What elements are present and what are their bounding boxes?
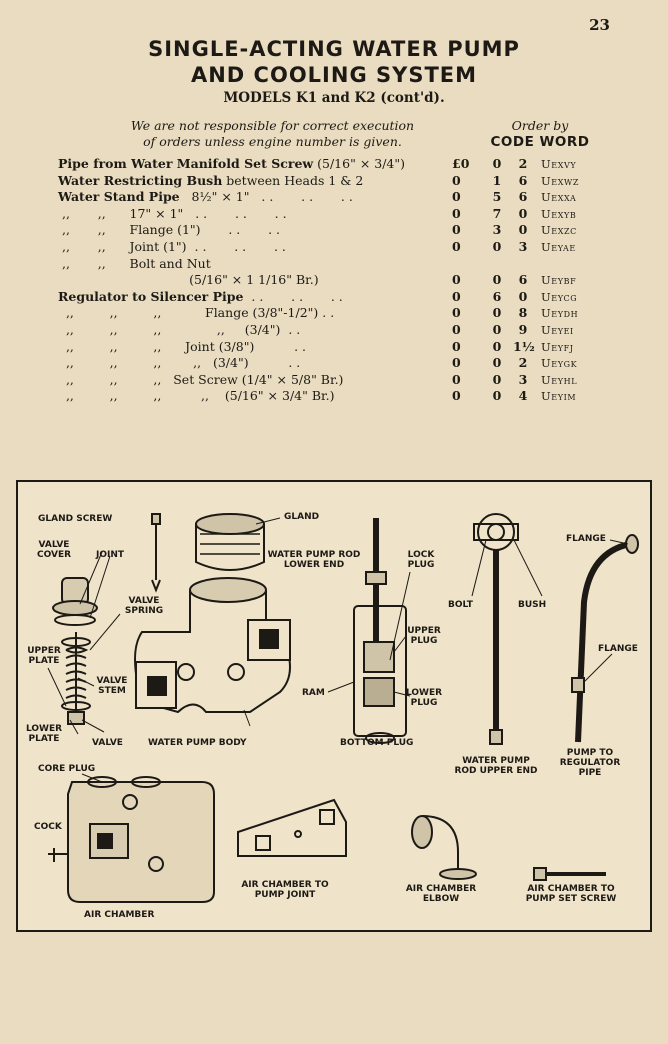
row-detail: ,, ,, ,, Set Screw (1/4" × 5/8" Br.) xyxy=(58,371,344,387)
row-part-name: Regulator to Silencer Pipe xyxy=(58,288,244,304)
row-detail: ,, ,, Joint (1") . . . . . . xyxy=(58,238,286,254)
row-pence: 2 xyxy=(518,355,528,371)
row-code-word: Ueyim xyxy=(541,389,577,404)
row-description xyxy=(58,222,280,239)
row-detail: ,, ,, ,, Flange (3/8"-1/2") . . xyxy=(58,305,335,321)
row-code-word: Uexzc xyxy=(541,223,577,238)
label-rod-lower-end: WATER PUMP ROD LOWER END xyxy=(267,550,361,570)
label-valve-stem: VALVE STEM xyxy=(96,676,128,696)
row-pounds: 0 xyxy=(452,288,461,304)
table-row xyxy=(58,156,638,173)
row-pounds: 0 xyxy=(452,272,461,288)
row-shillings: 0 xyxy=(492,238,502,254)
row-pounds: 0 xyxy=(452,321,461,337)
row-description xyxy=(58,256,211,273)
table-row xyxy=(58,173,638,190)
row-shillings: 0 xyxy=(492,355,502,371)
row-code-word: Ueycg xyxy=(541,289,578,304)
row-code-word: Ueydh xyxy=(541,306,579,321)
row-pounds: 0 xyxy=(452,189,461,205)
row-description xyxy=(58,272,319,289)
row-code-word: Ueygk xyxy=(541,356,578,371)
table-row xyxy=(58,206,638,223)
row-detail: (5/16" × 1 1/16" Br.) xyxy=(58,272,319,288)
row-description xyxy=(58,156,405,173)
table-row xyxy=(58,388,638,405)
page-title xyxy=(0,36,668,88)
label-air-chamber: AIR CHAMBER xyxy=(84,910,155,920)
table-row xyxy=(58,289,638,306)
row-pence: 6 xyxy=(518,172,528,188)
order-by-label: Order by xyxy=(511,118,569,133)
row-pence: 4 xyxy=(518,388,528,404)
table-row xyxy=(58,272,638,289)
row-description xyxy=(58,305,334,322)
row-pounds: 0 xyxy=(452,388,461,404)
label-joint: JOINT xyxy=(96,550,125,560)
title-line-1: SINGLE-ACTING WATER PUMP xyxy=(148,37,520,61)
table-row xyxy=(58,339,638,356)
row-code-word: Ueybf xyxy=(541,273,577,288)
label-lower-plate: LOWER PLATE xyxy=(25,724,63,744)
row-pence: 6 xyxy=(518,189,528,205)
row-pounds: 0 xyxy=(452,305,461,321)
row-shillings: 0 xyxy=(492,305,502,321)
row-detail: ,, ,, ,, ,, (3/4") . . xyxy=(58,321,301,337)
label-cock: COCK xyxy=(34,822,62,832)
row-pence: 8 xyxy=(518,305,528,321)
label-upper-plug: UPPER PLUG xyxy=(407,626,441,646)
row-shillings: 5 xyxy=(492,189,502,205)
label-valve: VALVE xyxy=(92,738,123,748)
table-row xyxy=(58,256,638,273)
label-upper-plate: UPPER PLATE xyxy=(27,646,61,666)
row-description xyxy=(58,189,353,206)
row-code-word: Uexxa xyxy=(541,190,577,205)
row-detail: ,, ,, ,, ,, (3/4") . . xyxy=(58,355,301,371)
row-detail: between Heads 1 & 2 xyxy=(222,172,364,188)
row-shillings: 0 xyxy=(492,388,502,404)
row-description xyxy=(58,372,343,389)
row-shillings: 3 xyxy=(492,222,502,238)
label-air-chamber-joint: AIR CHAMBER TO PUMP JOINT xyxy=(241,880,329,900)
row-code-word: Ueyhl xyxy=(541,372,578,387)
row-detail: (5/16" × 3/4") xyxy=(313,156,406,171)
code-word-header: CODE WORD xyxy=(490,134,590,150)
table-row xyxy=(58,189,638,206)
label-gland: GLAND xyxy=(284,512,320,522)
label-lock-plug: LOCK PLUG xyxy=(407,550,435,570)
row-shillings: 6 xyxy=(492,288,502,304)
row-detail: ,, ,, 17" × 1" . . . . . . xyxy=(58,205,287,221)
row-pounds: 0 xyxy=(452,371,461,387)
label-regulator-pipe: PUMP TO REGULATOR PIPE xyxy=(559,748,621,778)
row-description xyxy=(58,322,300,339)
row-pence: 0 xyxy=(518,205,528,221)
responsibility-note xyxy=(100,118,445,150)
title-line-2: AND COOLING SYSTEM xyxy=(190,63,478,87)
row-pence: 2 xyxy=(518,156,528,171)
row-shillings: 1 xyxy=(492,172,502,188)
row-part-name: Pipe from Water Manifold Set Screw xyxy=(58,156,314,171)
row-pence: 1½ xyxy=(513,338,535,354)
label-valve-spring: VALVE SPRING xyxy=(124,596,164,616)
parts-diagram xyxy=(16,480,652,932)
row-description xyxy=(58,173,363,190)
parts-price-list xyxy=(58,156,638,405)
row-code-word: Uexvy xyxy=(541,157,577,171)
row-pence: 0 xyxy=(518,222,528,238)
row-detail: ,, ,, Bolt and Nut xyxy=(58,255,211,271)
row-description xyxy=(58,239,286,256)
label-lower-plug: LOWER PLUG xyxy=(405,688,443,708)
regulator-pipe-drawing xyxy=(572,535,638,742)
row-description xyxy=(58,206,287,223)
gland-screw-drawing xyxy=(152,514,160,590)
row-pounds: 0 xyxy=(452,238,461,254)
row-pounds: £0 xyxy=(452,156,470,171)
row-pounds: 0 xyxy=(452,338,461,354)
order-header xyxy=(470,118,610,150)
label-flange-mid: FLANGE xyxy=(598,644,638,654)
row-code-word: Uexwz xyxy=(541,173,580,188)
row-part-name: Water Stand Pipe xyxy=(58,189,180,205)
page-number: 23 xyxy=(589,16,610,34)
table-row xyxy=(58,239,638,256)
row-description xyxy=(58,355,300,372)
row-code-word: Ueyfj xyxy=(541,339,574,354)
label-bush: BUSH xyxy=(518,600,547,610)
label-gland-screw: GLAND SCREW xyxy=(38,514,113,524)
table-row xyxy=(58,322,638,339)
note-line-1: We are not responsible for correct execution xyxy=(130,118,415,133)
row-part-name: Water Restricting Bush xyxy=(58,172,223,188)
row-shillings: 7 xyxy=(492,205,502,221)
row-detail: ,, ,, ,, ,, (5/16" × 3/4" Br.) xyxy=(58,388,335,404)
table-row xyxy=(58,355,638,372)
label-air-chamber-set-screw: AIR CHAMBER TO PUMP SET SCREW xyxy=(525,884,617,904)
air-chamber-joint-drawing xyxy=(238,800,346,856)
row-shillings: 0 xyxy=(492,156,502,171)
label-bottom-plug: BOTTOM PLUG xyxy=(340,738,414,748)
row-detail: . . . . . . xyxy=(243,288,343,304)
row-pence: 3 xyxy=(518,371,528,387)
air-chamber-elbow-drawing xyxy=(412,816,476,879)
row-pounds: 0 xyxy=(452,355,461,371)
row-pounds: 0 xyxy=(452,205,461,221)
rod-upper-end-drawing xyxy=(474,514,518,744)
row-pence: 0 xyxy=(518,288,528,304)
row-detail: 8½" × 1" . . . . . . xyxy=(179,189,353,205)
row-pence: 3 xyxy=(518,238,528,254)
row-code-word: Ueyae xyxy=(541,239,576,254)
set-screw-drawing xyxy=(534,868,606,880)
row-code-word: Ueyei xyxy=(541,322,574,337)
table-row xyxy=(58,305,638,322)
models-subtitle: MODELS K1 and K2 (cont'd). xyxy=(223,90,445,106)
row-pence: 9 xyxy=(518,321,528,337)
valve-spring-drawing xyxy=(62,632,90,724)
label-water-pump-body: WATER PUMP BODY xyxy=(148,738,247,748)
air-chamber-drawing xyxy=(48,777,214,902)
row-detail: ,, ,, Flange (1") . . . . xyxy=(58,222,280,238)
label-core-plug: CORE PLUG xyxy=(38,764,96,774)
row-detail: ,, ,, ,, Joint (3/8") . . xyxy=(58,338,307,354)
row-shillings: 0 xyxy=(492,272,502,288)
row-code-word: Uexyb xyxy=(541,206,577,221)
gland-drawing xyxy=(196,514,264,570)
label-flange-top: FLANGE xyxy=(566,534,606,544)
row-pence: 6 xyxy=(518,272,528,288)
row-shillings: 0 xyxy=(492,321,502,337)
label-ram: RAM xyxy=(302,688,325,698)
table-row xyxy=(58,222,638,239)
table-row xyxy=(58,372,638,389)
label-bolt: BOLT xyxy=(448,600,473,610)
note-line-2: of orders unless engine number is given. xyxy=(143,134,402,149)
row-description xyxy=(58,339,306,356)
label-rod-upper-end: WATER PUMP ROD UPPER END xyxy=(454,756,538,776)
row-shillings: 0 xyxy=(492,371,502,387)
row-description xyxy=(58,289,343,306)
label-valve-cover: VALVE COVER xyxy=(36,540,72,560)
row-pounds: 0 xyxy=(452,172,461,188)
row-pounds: 0 xyxy=(452,222,461,238)
row-shillings: 0 xyxy=(492,338,502,354)
label-air-chamber-elbow: AIR CHAMBER ELBOW xyxy=(405,884,477,904)
row-description xyxy=(58,388,334,405)
